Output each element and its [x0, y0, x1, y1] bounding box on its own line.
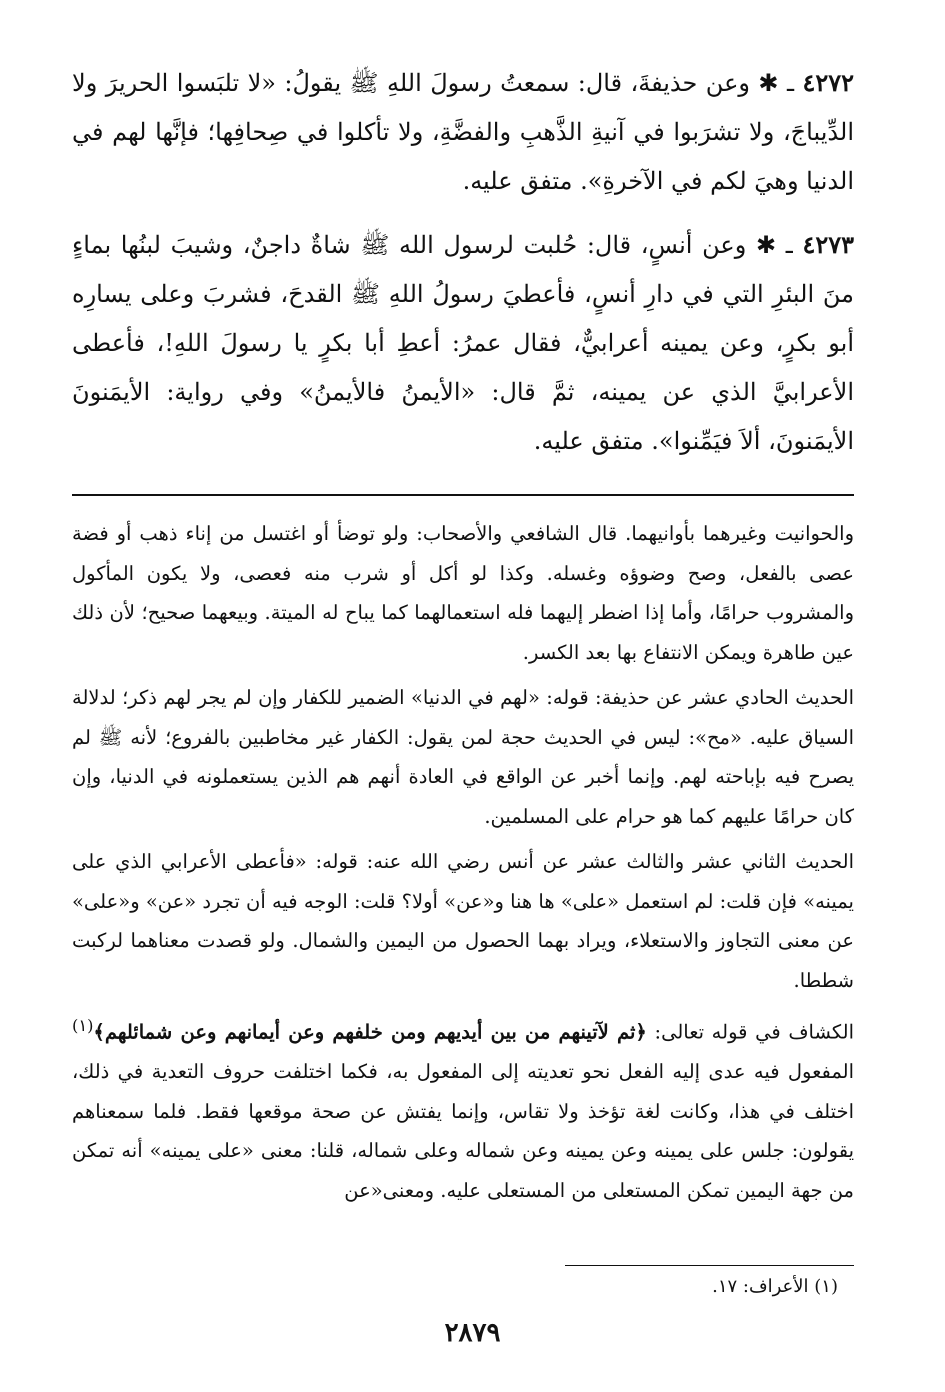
commentary-text: المفعول فيه عدى إليه الفعل نحو تعديته إلى المفعول به، فكما اختلفت حروف التعدية في ذلك، اختلف في هذا، وكانت لغة تؤخذ ولا تقاس، وإنما يفتش عن صحة موقعها فقط. فلما سمعناهم يقولون: جلس على يمينه وعن يمينه وعن شماله وعلى شماله، قلنا: معنى «على يمينه» أنه تمكن من جهة اليمين تمكن المستعلى من المستعلى عليه. ومعنى«عن: [72, 1060, 855, 1202]
footnote: (١) الأعراف: ١٧.: [712, 1276, 838, 1297]
commentary: [72, 514, 854, 1214]
page-number: ٢٨٧٩: [444, 1318, 501, 1348]
hadith-number: ٤٢٧٢: [802, 68, 854, 97]
commentary-paragraph: الحديث الثاني عشر والثالث عشر عن أنس رضي الله عنه: قوله: «فأعطى الأعرابي الذي على يمينه» فإن قلت: لم استعمل «على» ها هنا و«عن» أولا؟ قلت: الوجه فيه أن تجرد «عن» و«على» عن معنى التجاوز والاستعلاء، ويراد بهما الحصول من اليمين والشمال. ولو قصدت معناهما لركبت شططا.: [72, 850, 854, 992]
section-divider: [72, 494, 854, 496]
footnote-divider: [565, 1265, 854, 1266]
hadith-text: وعن أنسٍ، قال: حُلبت لرسول الله ﷺ شاةٌ داجنٌ، وشيبَ لبنُها بماءٍ منَ البئرِ التي في دارِ أنسٍ، فأعطيَ رسولُ اللهِ ﷺ القدحَ، فشربَ وعلى يسارِه أبو بكرٍ، وعن يمينه أعرابيٌّ، فقال عمرُ: أعطِ أبا بكرٍ يا رسولَ اللهِ!، فأعطى الأعرابيَّ الذي عن يمينه، ثمَّ قال: «الأيمنُ فالأيمنُ» وفي رواية: الأيمَنونَ الأيمَنونَ، ألاَ فيَمِّنوا». متفق عليه.: [72, 231, 854, 455]
hadith-text: وعن حذيفةَ، قال: سمعتُ رسولَ اللهِ ﷺ يقولُ: «لا تلبَسوا الحريرَ ولا الدِّيباجَ، ولا تشرَبوا في آنيةِ الذَّهبِ والفضَّةِ، ولا تأكلوا في صِحافِها؛ فإنَّها لهم في الدنيا وهيَ لكم في الآخرةِ». متفق عليه.: [72, 69, 854, 195]
quran-verse: ﴿ثم لآتينهم من بين أيديهم ومن خلفهم وعن أيمانهم وعن شمائلهم﴾: [93, 1020, 647, 1044]
hadith-4272: ٤٢٧٢ ـ ✱ وعن حذيفةَ، قال: سمعتُ رسولَ اللهِ ﷺ يقولُ: «لا تلبَسوا الحريرَ ولا الدِّيباجَ، ولا تشرَبوا في آنيةِ الذَّهبِ والفضَّةِ، ولا تأكلوا في صِحافِها؛ فإنَّها لهم في الدنيا وهيَ لكم في الآخرةِ». متفق عليه.: [72, 68, 854, 195]
commentary-paragraph: والحوانيت وغيرهما بأوانيهما. قال الشافعي والأصحاب: ولو توضأ أو اغتسل من إناء ذهب أو فضة عصى بالفعل، وصح وضوؤه وغسله. وكذا لو أكل أو شرب منه فعصى، ولا يكون المأكول والمشروب حرامًا، وأما إذا اضطر إليهما فله استعمالهما كما يباح له الميتة. وبيعهما صحيح؛ لأن ذلك عين طاهرة ويمكن الانتفاع بها بعد الكسر.: [72, 522, 854, 664]
commentary-paragraph: الحديث الحادي عشر عن حذيفة: قوله: «لهم في الدنيا» الضمير للكفار وإن لم يجر لهم ذكر؛ لدلالة السياق عليه. «مح»: ليس في الحديث حجة لمن يقول: الكفار غير مخاطبين بالفروع؛ لأنه ﷺ لم يصرح فيه بإباحته لهم. وإنما أخبر عن الواقع في العادة أنهم هم الذين يستعملونه في الدنيا، وإن كان حرامًا عليهم كما هو حرام على المسلمين.: [72, 686, 854, 828]
hadith-number: ٤٢٧٣: [802, 230, 855, 259]
footnote-ref: (١): [72, 1016, 94, 1035]
hadith-4273: ٤٢٧٣ ـ ✱ وعن أنسٍ، قال: حُلبت لرسول الله ﷺ شاةٌ داجنٌ، وشيبَ لبنُها بماءٍ منَ البئرِ التي في دارِ أنسٍ، فأعطيَ رسولُ اللهِ ﷺ القدحَ، فشربَ وعلى يسارِه أبو بكرٍ، وعن يمينه أعرابيٌّ، فقال عمرُ: أعطِ أبا بكرٍ يا رسولَ اللهِ!، فأعطى الأعرابيَّ الذي عن يمينه، ثمَّ قال: «الأيمنُ فالأيمنُ» وفي رواية: الأيمَنونَ الأيمَنونَ، ألاَ فيَمِّنوا». متفق عليه.: [72, 230, 855, 455]
main-text: [72, 58, 854, 474]
commentary-paragraph: [72, 1006, 854, 1210]
commentary-intro: الكشاف في قوله تعالى:: [646, 1020, 854, 1044]
